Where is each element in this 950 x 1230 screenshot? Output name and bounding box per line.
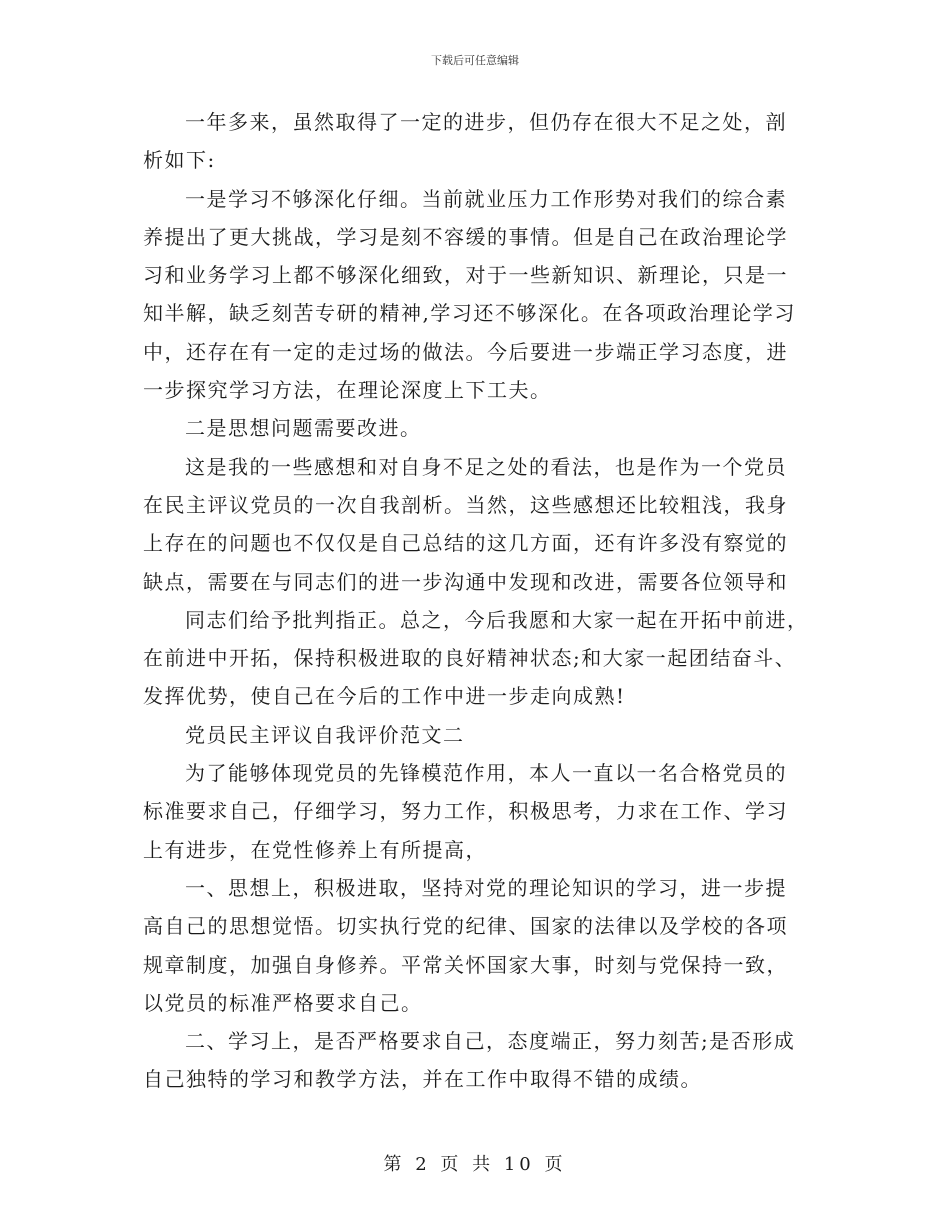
- text-line: 中，还存在有一定的走过场的做法。今后要进一步端正学习态度，进: [143, 339, 788, 364]
- text-line: 习和业务学习上都不够深化细致，对于一些新知识、新理论，只是一: [143, 263, 788, 288]
- text-line: 这是我的一些感想和对自身不足之处的看法，也是作为一个党员: [185, 454, 787, 479]
- text-line: 发挥优势，使自己在今后的工作中进一步走向成熟!: [143, 684, 626, 709]
- text-line: 高自己的思想觉悟。切实执行党的纪律、国家的法律以及学校的各项: [143, 914, 788, 939]
- text-line: 为了能够体现党员的先锋模范作用，本人一直以一名合格党员的: [185, 761, 787, 786]
- text-line: 一是学习不够深化仔细。当前就业压力工作形势对我们的综合素: [185, 186, 787, 211]
- text-line: 在民主评议党员的一次自我剖析。当然，这些感想还比较粗浅，我身: [143, 492, 788, 517]
- text-line: 养提出了更大挑战，学习是刻不容缓的事情。但是自己在政治理论学: [143, 224, 788, 249]
- text-line: 析如下:: [143, 148, 216, 173]
- text-line: 知半解，缺乏刻苦专研的精神,学习还不够深化。在各项政治理论学习: [143, 301, 796, 326]
- text-line: 一步探究学习方法，在理论深度上下工夫。: [143, 378, 552, 403]
- text-line: 缺点，需要在与同志们的进一步沟通中发现和改进，需要各位领导和: [143, 569, 788, 594]
- text-line: 二、学习上，是否严格要求自己，态度端正，努力刻苦;是否形成: [185, 1029, 796, 1054]
- text-line: 上存在的问题也不仅仅是自己总结的这几方面，还有许多没有察觉的: [143, 531, 788, 556]
- text-line: 二是思想问题需要改进。: [185, 416, 422, 441]
- text-line: 上有进步，在党性修养上有所提高，: [143, 837, 487, 862]
- text-line: 在前进中开拓，保持积极进取的良好精神状态;和大家一起团结奋斗、: [143, 646, 797, 671]
- section-heading: 党员民主评议自我评价范文二: [185, 722, 465, 747]
- page-footer: 第 2 页 共 10 页: [383, 1154, 567, 1175]
- text-line: 一年多来，虽然取得了一定的进步，但仍存在很大不足之处，剖: [185, 110, 787, 134]
- text-line: 自己独特的学习和教学方法，并在工作中取得不错的成绩。: [143, 1067, 702, 1092]
- text-line: 以党员的标准严格要求自己。: [143, 990, 423, 1015]
- document-body: [143, 103, 809, 1099]
- text-line: 规章制度，加强自身修养。平常关怀国家大事，时刻与党保持一致，: [143, 952, 788, 977]
- text-line: 标准要求自己，仔细学习，努力工作，积极思考，力求在工作、学习: [143, 799, 788, 824]
- page-header: 下载后可任意编辑: [431, 54, 519, 67]
- text-line: 同志们给予批判指正。总之，今后我愿和大家一起在开拓中前进，: [185, 607, 809, 632]
- text-line: 一、思想上，积极进取，坚持对党的理论知识的学习，进一步提: [185, 875, 787, 900]
